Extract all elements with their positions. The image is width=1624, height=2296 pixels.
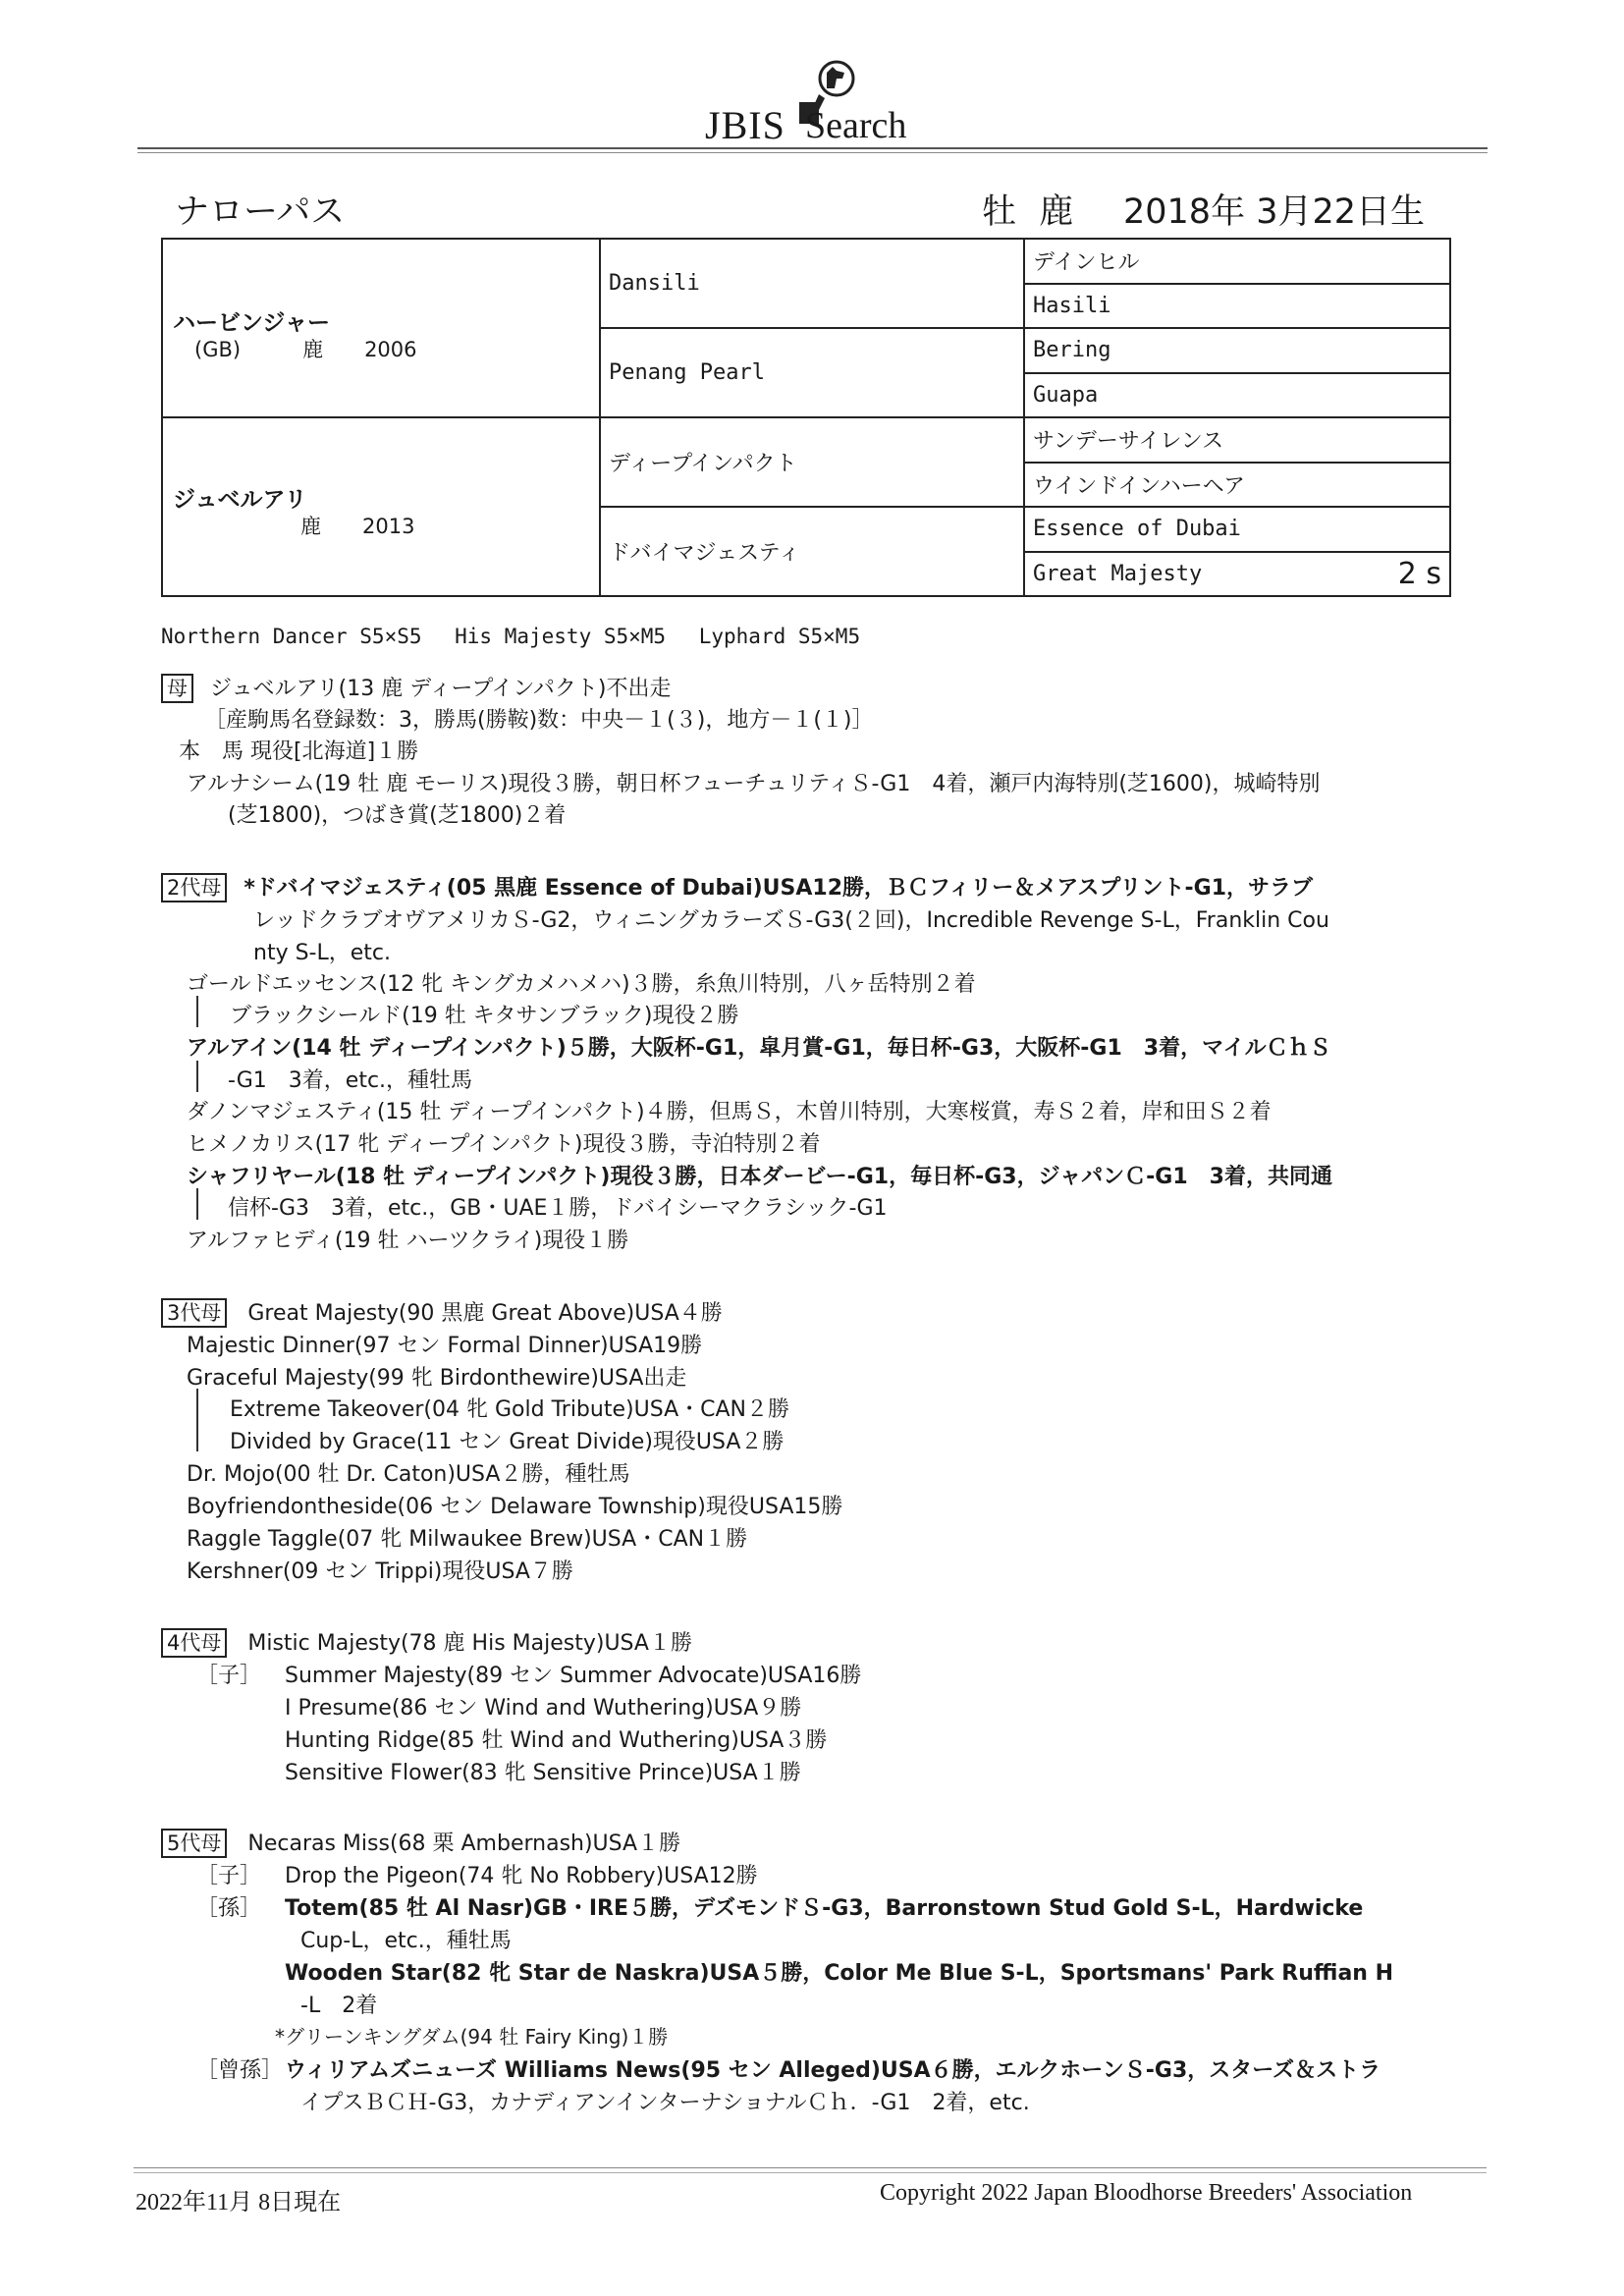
sire-dam-sire: Bering bbox=[1024, 328, 1450, 373]
dam-cell bbox=[162, 417, 600, 596]
dam-name: ジュベルアリ bbox=[173, 487, 307, 513]
family-line: アルファヒディ(19 牡 ハーツクライ)現役１勝 bbox=[187, 1229, 629, 1253]
inbreeding-note: Northern Dancer S5×S5 His Majesty S5×M5 Lyphard S5×M5 bbox=[161, 625, 861, 648]
family-line: -L 2着 bbox=[300, 1994, 378, 2018]
section-label-4th-dam: 4代母 bbox=[161, 1628, 227, 1658]
family-line: 信杯-G3 3着，etc.，GB・UAE１勝，ドバイシーマクラシック-G1 bbox=[228, 1196, 888, 1221]
header-rule-thin bbox=[137, 152, 1488, 153]
sire-name: ハービンジャー bbox=[173, 310, 330, 336]
relation-label: ［孫］ bbox=[196, 1896, 262, 1921]
relation-label: ［曾孫］ bbox=[196, 2058, 284, 2083]
family-line: Mistic Majesty(78 鹿 His Majesty)USA１勝 bbox=[247, 1631, 692, 1656]
family-line: Dr. Mojo(00 牡 Dr. Caton)USA２勝，種牡馬 bbox=[187, 1462, 630, 1487]
section-label-2nd-dam: 2代母 bbox=[161, 873, 227, 902]
family-line: *グリーンキングダム(94 牡 Fairy King)１勝 bbox=[275, 2025, 669, 2049]
family-line: ゴールドエッセンス(12 牝 キングカメハメハ)３勝，糸魚川特別，八ヶ岳特別２着 bbox=[187, 972, 976, 997]
family-line: ジュベルアリ(13 鹿 ディープインパクト)不出走 bbox=[210, 677, 672, 701]
tree-bar bbox=[196, 1389, 198, 1451]
family-line: 本 馬 現役[北海道]１勝 bbox=[179, 739, 419, 764]
family-line: Graceful Majesty(99 牝 Birdonthewire)USA出走 bbox=[187, 1366, 687, 1391]
dam-dam-dam-name: Great Majesty bbox=[1033, 561, 1203, 586]
sire-cell bbox=[162, 239, 600, 417]
section-4th-dam bbox=[161, 1626, 692, 1658]
tree-bar bbox=[196, 996, 198, 1027]
family-line: Hunting Ridge(85 牡 Wind and Wuthering)USA３勝 bbox=[285, 1728, 828, 1753]
relation-label: ［子］ bbox=[196, 1664, 262, 1688]
generation-tag: 2 s bbox=[1397, 556, 1441, 591]
family-line: アルアイン(14 牡 ディープインパクト)５勝，大阪杯-G1，皐月賞-G1，毎日杯-G3，大阪杯-G1 3着，マイルＣｈＳ bbox=[187, 1036, 1331, 1061]
section-2nd-dam bbox=[161, 871, 1313, 902]
family-line: ブラックシールド(19 牡 キタサンブラック)現役２勝 bbox=[230, 1004, 739, 1028]
family-line: レッドクラブオヴアメリカＳ-G2，ウィニングカラーズＳ-G3(２回)，Incredible Revenge S-L，Franklin Cou bbox=[253, 908, 1329, 933]
family-line: シャフリヤール(18 牡 ディープインパクト)現役３勝，日本ダービー-G1，毎日杯-G3，ジャパンＣ-G1 3着，共同通 bbox=[187, 1165, 1332, 1189]
family-line: (芝1800)，つばき賞(芝1800)２着 bbox=[228, 803, 567, 828]
family-line: Raggle Taggle(07 牝 Milwaukee Brew)USA・CAN１勝 bbox=[187, 1527, 748, 1552]
section-label-dam: 母 bbox=[161, 674, 193, 703]
section-label-3rd-dam: 3代母 bbox=[161, 1298, 227, 1328]
tree-bar bbox=[196, 1188, 198, 1220]
pedigree-table bbox=[161, 238, 1451, 597]
dam-info: 鹿 2013 bbox=[300, 515, 415, 538]
family-line: Extreme Takeover(04 牝 Gold Tribute)USA・CAN２勝 bbox=[230, 1397, 789, 1422]
section-5th-dam bbox=[161, 1827, 680, 1858]
sire-sire: Dansili bbox=[600, 239, 1024, 328]
footer-rule bbox=[134, 2167, 1487, 2168]
jbis-search-logo bbox=[705, 55, 931, 147]
tree-bar bbox=[196, 1061, 198, 1092]
family-line: Necaras Miss(68 栗 Ambernash)USA１勝 bbox=[247, 1831, 681, 1856]
family-line: Kershner(09 セン Trippi)現役USA７勝 bbox=[187, 1559, 573, 1584]
section-label-5th-dam: 5代母 bbox=[161, 1829, 227, 1858]
dam-sire-dam: ウインドインハーヘア bbox=[1024, 463, 1450, 508]
header-rule bbox=[137, 147, 1488, 149]
section-dam bbox=[161, 672, 671, 703]
family-line: Great Majesty(90 黒鹿 Great Above)USA４勝 bbox=[247, 1301, 723, 1326]
horse-name: ナローパス bbox=[175, 192, 346, 232]
family-line: I Presume(86 セン Wind and Wuthering)USA９勝 bbox=[285, 1696, 802, 1721]
family-line: イプスＢＣＨ-G3，カナディアンインターナショナルＣｈ．-G1 2着，etc. bbox=[300, 2091, 1030, 2115]
family-line: Wooden Star(82 牝 Star de Naskra)USA５勝，Color Me Blue S-L，Sportsmans' Park Ruffian H bbox=[285, 1961, 1394, 1986]
sire-sire-dam: Hasili bbox=[1024, 284, 1450, 329]
dam-dam: ドバイマジェスティ bbox=[600, 507, 1024, 596]
dam-dam-sire: Essence of Dubai bbox=[1024, 507, 1450, 552]
dam-sire: ディープインパクト bbox=[600, 417, 1024, 507]
family-line: -G1 3着，etc.，種牡馬 bbox=[228, 1068, 473, 1093]
relation-label: ［子］ bbox=[196, 1864, 262, 1888]
horse-birth-date: 2018年 3月22日生 bbox=[1123, 192, 1426, 232]
family-line: Boyfriendontheside(06 セン Delaware Township)現役USA15勝 bbox=[187, 1495, 843, 1519]
family-line: Cup-L，etc.，種牡馬 bbox=[300, 1929, 512, 1953]
family-line: Divided by Grace(11 セン Great Divide)現役USA２勝 bbox=[230, 1430, 785, 1454]
family-line: Summer Majesty(89 セン Summer Advocate)USA16勝 bbox=[285, 1664, 862, 1688]
family-line: *ドバイマジェスティ(05 黒鹿 Essence of Dubai)USA12勝，ＢＣフィリー＆メアスプリント-G1，サラブ bbox=[244, 876, 1313, 901]
dam-dam-dam bbox=[1024, 552, 1450, 597]
family-line: ヒメノカリス(17 牝 ディープインパクト)現役３勝，寺泊特別２着 bbox=[187, 1132, 821, 1157]
sire-info: (GB) 鹿 2006 bbox=[194, 338, 417, 361]
family-line: Totem(85 牡 Al Nasr)GB・IRE５勝，デズモンドＳ-G3，Barronstown Stud Gold S-L，Hardwicke bbox=[285, 1896, 1364, 1921]
family-line: アルナシーム(19 牡 鹿 モーリス)現役３勝，朝日杯フューチュリティＳ-G1 4着，瀬戸内海特別(芝1600)，城崎特別 bbox=[187, 772, 1321, 796]
family-line: Sensitive Flower(83 牝 Sensitive Prince)USA１勝 bbox=[285, 1761, 801, 1785]
horse-sex-color: 牡 鹿 bbox=[982, 192, 1080, 232]
copyright: Copyright 2022 Japan Bloodhorse Breeders' Association bbox=[880, 2180, 1413, 2206]
family-line: ウィリアムズニューズ Williams News(95 セン Alleged)USA６勝，エルクホーンＳ-G3，スターズ＆ストラ bbox=[285, 2058, 1381, 2083]
family-line: ダノンマジェスティ(15 牡 ディープインパクト)４勝，但馬Ｓ，木曽川特別，大寒桜賞，寿Ｓ２着，岸和田Ｓ２着 bbox=[187, 1100, 1272, 1124]
logo-jbis-text: JBIS bbox=[705, 103, 785, 147]
footer-rule-thin bbox=[134, 2172, 1487, 2173]
family-line: Drop the Pigeon(74 牝 No Robbery)USA12勝 bbox=[285, 1864, 758, 1888]
sire-dam: Penang Pearl bbox=[600, 328, 1024, 417]
sire-dam-dam: Guapa bbox=[1024, 373, 1450, 418]
family-line: Majestic Dinner(97 セン Formal Dinner)USA19勝 bbox=[187, 1334, 703, 1358]
logo-search-text: Search bbox=[805, 105, 907, 146]
family-line: nty S-L，etc. bbox=[253, 941, 391, 965]
as-of-date: 2022年11月 8日現在 bbox=[135, 2190, 342, 2215]
section-3rd-dam bbox=[161, 1296, 723, 1328]
dam-sire-sire: サンデーサイレンス bbox=[1024, 417, 1450, 463]
family-line: ［産駒馬名登録数：3，勝馬(勝鞍)数：中央－１(３)，地方－１(１)］ bbox=[204, 708, 874, 733]
sire-sire-sire: デインヒル bbox=[1024, 239, 1450, 284]
